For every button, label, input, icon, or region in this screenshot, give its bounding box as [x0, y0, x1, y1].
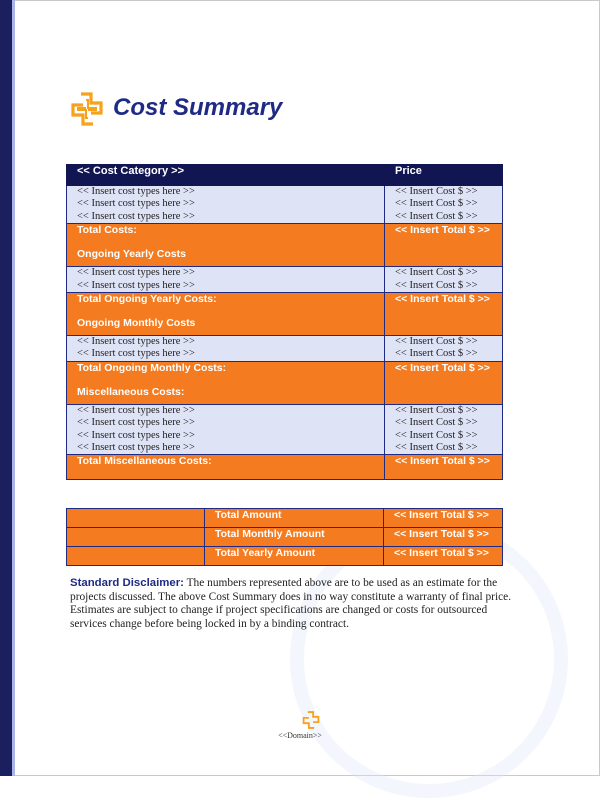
total-row — [67, 293, 503, 336]
cost-type-item: << Insert cost types here >> — [77, 348, 195, 360]
cost-price-cell — [385, 404, 503, 455]
cost-price-item: << Insert Cost $ >> — [395, 210, 478, 222]
section-heading: Ongoing Monthly Costs — [77, 317, 196, 330]
header-cost-category: << Cost Category >> — [67, 165, 385, 186]
table-row — [67, 404, 503, 455]
summary-row — [67, 528, 503, 547]
total-label: Total Miscellaneous Costs: — [67, 455, 385, 480]
cost-price-cell — [385, 186, 503, 224]
cost-type-item: << Insert cost types here >> — [77, 186, 195, 197]
cross-logo-icon — [70, 92, 104, 126]
cost-type-cell — [67, 404, 385, 455]
cost-price-item: << Insert Cost $ >> — [395, 404, 478, 416]
summary-value: << Insert Total $ >> — [384, 528, 503, 547]
disclaimer-text: The numbers represented above are to be used as an estimate for the projects discussed. The above Cost Summary does in no way constitute a warranty of final price. Estimates are subject to change if project specifications are changed or costs for outsourced services change before being locked in by a binding contract. — [70, 577, 512, 630]
cost-type-item: << Insert cost types here >> — [77, 279, 195, 291]
cost-price-item: << Insert Cost $ >> — [395, 267, 478, 279]
footer-logo-icon — [302, 711, 320, 729]
total-label: Total Ongoing Yearly Costs: — [77, 293, 217, 306]
total-row — [67, 361, 503, 404]
summary-label: Total Yearly Amount — [205, 547, 384, 566]
table-header-row — [67, 165, 503, 186]
cost-type-cell — [67, 336, 385, 362]
footer-domain: <<Domain>> — [278, 731, 322, 740]
cost-price-cell — [385, 267, 503, 293]
total-label: Total Costs: — [77, 224, 137, 237]
total-value: << Insert Total $ >> — [385, 455, 503, 480]
cost-type-item: << Insert cost types here >> — [77, 210, 195, 222]
cost-price-item: << Insert Cost $ >> — [395, 186, 478, 197]
page-title: Cost Summary — [113, 94, 283, 121]
cost-type-item: << Insert cost types here >> — [77, 417, 195, 429]
cost-price-item: << Insert Cost $ >> — [395, 348, 478, 360]
cost-price-item: << Insert Cost $ >> — [395, 198, 478, 210]
cost-summary-table — [66, 164, 503, 480]
cost-price-item: << Insert Cost $ >> — [395, 442, 478, 454]
section-heading: Miscellaneous Costs: — [77, 385, 185, 398]
summary-label: Total Monthly Amount — [205, 528, 384, 547]
total-row — [67, 455, 503, 480]
table-row — [67, 267, 503, 293]
summary-row — [67, 509, 503, 528]
total-value: << Insert Total $ >> — [385, 361, 503, 404]
cost-price-cell — [385, 336, 503, 362]
summary-value: << Insert Total $ >> — [384, 509, 503, 528]
total-label: Total Ongoing Monthly Costs: — [77, 361, 227, 374]
header-price: Price — [385, 165, 503, 186]
total-row — [67, 224, 503, 267]
disclaimer — [70, 577, 520, 631]
total-value: << Insert Total $ >> — [385, 224, 503, 267]
summary-value: << Insert Total $ >> — [384, 547, 503, 566]
total-value: << Insert Total $ >> — [385, 293, 503, 336]
cost-type-item: << Insert cost types here >> — [77, 442, 195, 454]
summary-table — [66, 508, 503, 566]
cost-type-item: << Insert cost types here >> — [77, 336, 195, 348]
table-row — [67, 336, 503, 362]
cost-type-cell — [67, 186, 385, 224]
summary-label: Total Amount — [205, 509, 384, 528]
summary-row — [67, 547, 503, 566]
disclaimer-label: Standard Disclaimer: — [70, 577, 184, 589]
cost-type-item: << Insert cost types here >> — [77, 404, 195, 416]
cost-type-item: << Insert cost types here >> — [77, 267, 195, 279]
left-accent-bar — [0, 0, 12, 776]
section-heading: Ongoing Yearly Costs — [77, 248, 186, 261]
cost-price-item: << Insert Cost $ >> — [395, 429, 478, 441]
cost-price-item: << Insert Cost $ >> — [395, 417, 478, 429]
table-row — [67, 186, 503, 224]
cost-type-cell — [67, 267, 385, 293]
cost-type-item: << Insert cost types here >> — [77, 429, 195, 441]
left-accent-stripe — [12, 0, 15, 776]
cost-price-item: << Insert Cost $ >> — [395, 279, 478, 291]
cost-type-item: << Insert cost types here >> — [77, 198, 195, 210]
cost-price-item: << Insert Cost $ >> — [395, 336, 478, 348]
